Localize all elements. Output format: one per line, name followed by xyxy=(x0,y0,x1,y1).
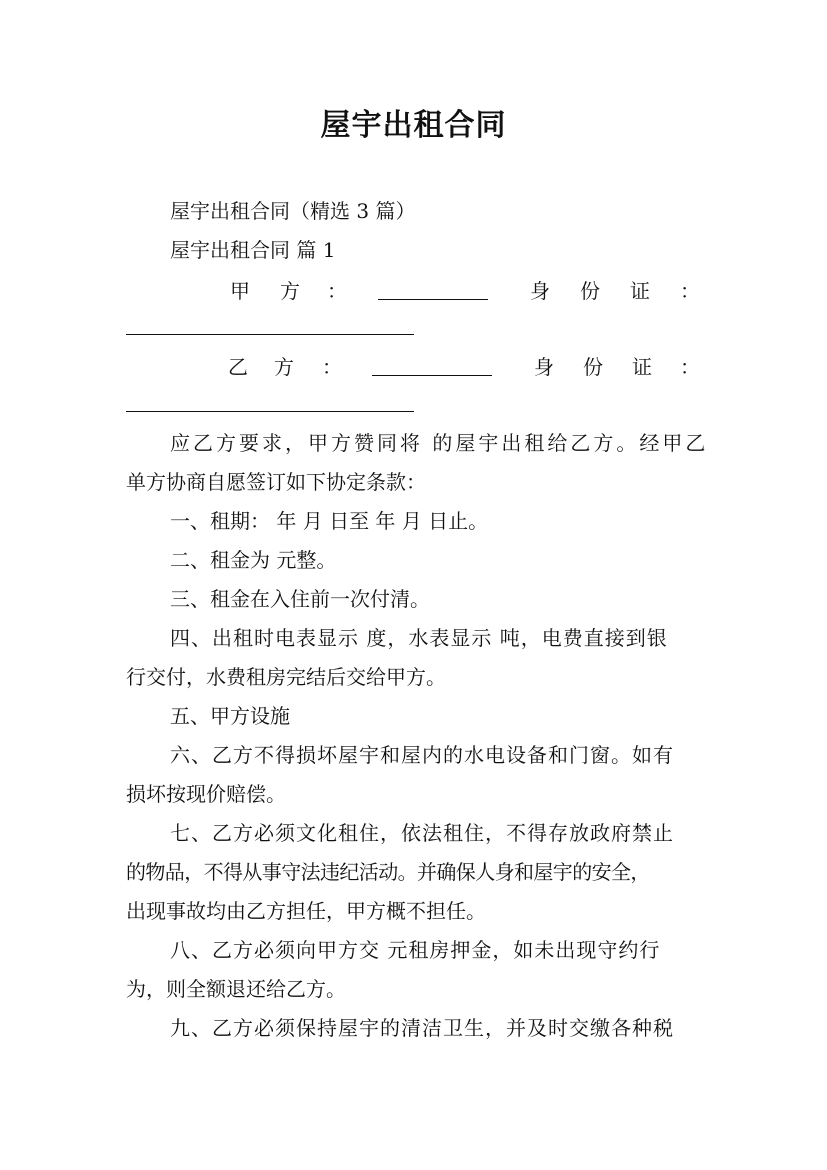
clause-8-line-2: 为，则全额退还给乙方。 xyxy=(126,977,346,1001)
clause-1: 一、租期： 年 月 日至 年 月 日止。 xyxy=(170,509,489,533)
clause-5: 五、甲方设施 xyxy=(170,704,290,728)
party-b-id-label-2: 份 xyxy=(583,355,603,379)
clause-4-line-2: 行交付，水费租房完结后交给甲方。 xyxy=(126,665,446,689)
party-a-id-label-1: 身 xyxy=(530,279,550,303)
clause-intro-line-1: 应乙方要求，甲方赞同将 的屋宇出租给乙方。经甲乙 xyxy=(170,431,709,455)
party-b-id-colon: ： xyxy=(680,355,700,379)
section-heading: 屋宇出租合同 篇 1 xyxy=(170,238,336,262)
party-b-id-blank[interactable] xyxy=(126,411,414,412)
party-a-label-2: 方 xyxy=(280,279,300,303)
party-b-colon: ： xyxy=(322,355,342,379)
party-a-id-colon: ： xyxy=(680,279,700,303)
clause-intro-line-2: 单方协商自愿签订如下协定条款： xyxy=(126,470,426,494)
party-a-colon: ： xyxy=(327,279,347,303)
subtitle: 屋宇出租合同（精选 3 篇） xyxy=(170,199,416,223)
party-b-id-label-3: 证 xyxy=(632,355,652,379)
clause-2: 二、租金为 元整。 xyxy=(170,548,337,572)
party-b-name-blank[interactable] xyxy=(372,353,492,383)
clause-8-line-1: 八、乙方必须向甲方交 元租房押金，如未出现守约行 xyxy=(170,938,661,962)
party-b-label-1: 乙 xyxy=(228,355,248,379)
party-b-id-label-1: 身 xyxy=(534,355,554,379)
clause-3: 三、租金在入住前一次付清。 xyxy=(170,587,430,611)
clause-9-line-1: 九、乙方必须保持屋宇的清洁卫生，并及时交缴各种税 xyxy=(170,1016,674,1040)
party-a-id-label-2: 份 xyxy=(580,279,600,303)
clause-6-line-1: 六、乙方不得损坏屋宇和屋内的水电设备和门窗。如有 xyxy=(170,743,674,767)
clause-7-line-2: 的物品，不得从事守法违纪活动。并确保人身和屋宇的安全， xyxy=(126,860,650,884)
party-a-id-label-3: 证 xyxy=(630,279,650,303)
party-a-row xyxy=(0,277,827,307)
party-a-id-blank[interactable] xyxy=(126,334,414,335)
clause-6-line-2: 损坏按现价赔偿。 xyxy=(126,782,286,806)
party-b-row xyxy=(0,353,827,383)
party-a-name-blank[interactable] xyxy=(378,277,488,307)
clause-7-line-1: 七、乙方必须文化租住，依法租住，不得存放政府禁止 xyxy=(170,821,674,845)
document-title: 屋宇出租合同 xyxy=(320,108,507,143)
party-a-label-1: 甲 xyxy=(230,279,250,303)
clause-4-line-1: 四、出租时电表显示 度，水表显示 吨，电费直接到银 xyxy=(170,626,668,650)
party-b-label-2: 方 xyxy=(274,355,294,379)
clause-7-line-3: 出现事故均由乙方担任，甲方概不担任。 xyxy=(126,899,486,923)
